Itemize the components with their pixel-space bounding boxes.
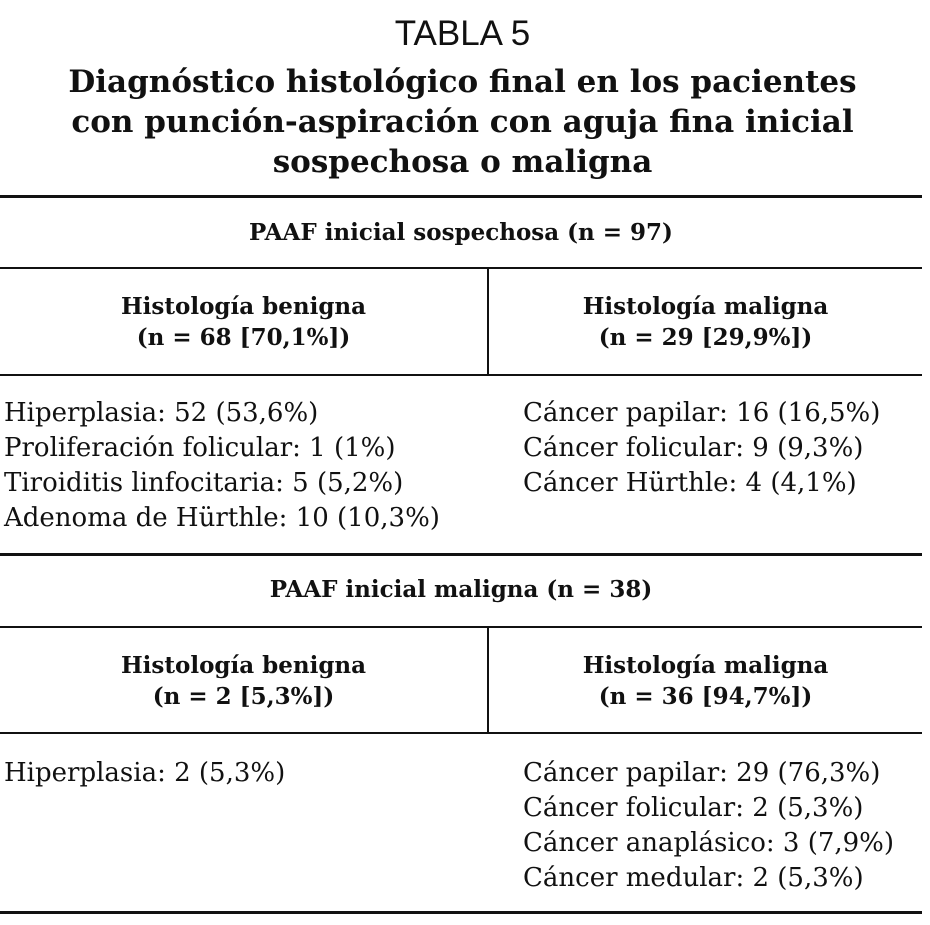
- list-item: Cáncer Hürthle: 4 (4,1%): [523, 468, 857, 498]
- list-item: Cáncer folicular: 2 (5,3%): [523, 793, 864, 823]
- benign-list: [4, 756, 285, 791]
- list-item: Tiroiditis linfocitaria: 5 (5,2%): [4, 468, 404, 498]
- col-header-line: (n = 29 [29,9%]): [598, 324, 813, 351]
- col-header-line: Histología maligna: [582, 293, 829, 320]
- col-header-benign: [0, 650, 487, 712]
- col-header-line: Histología benigna: [120, 652, 367, 679]
- col-header-line: (n = 68 [70,1%]): [136, 324, 351, 351]
- table-title-line: sospechosa o maligna: [272, 144, 653, 180]
- col-header-line: (n = 2 [5,3%]): [152, 683, 335, 710]
- table-title-line: con punción-aspiración con aguja fina inicial: [71, 104, 854, 140]
- col-header-line: Histología benigna: [120, 293, 367, 320]
- benign-list: [4, 396, 440, 536]
- col-header-malignant: [489, 291, 922, 353]
- col-header-line: (n = 36 [94,7%]): [598, 683, 813, 710]
- divider: [0, 553, 922, 556]
- divider: [0, 267, 922, 269]
- list-item: Cáncer folicular: 9 (9,3%): [523, 433, 864, 463]
- table-title-line: Diagnóstico histológico final en los pacientes: [68, 64, 857, 100]
- malignant-list: [523, 756, 894, 896]
- list-item: Adenoma de Hürthle: 10 (10,3%): [4, 503, 440, 533]
- col-header-malignant: [489, 650, 922, 712]
- top-rule: [0, 195, 922, 198]
- malignant-list: [523, 396, 880, 501]
- list-item: Cáncer papilar: 29 (76,3%): [523, 758, 881, 788]
- table-label: TABLA 5: [394, 14, 531, 53]
- divider: [0, 732, 922, 734]
- table-title: [0, 62, 925, 182]
- divider: [0, 374, 922, 376]
- list-item: Cáncer papilar: 16 (16,5%): [523, 398, 881, 428]
- group-header-malignant: PAAF inicial maligna (n = 38): [269, 576, 653, 603]
- col-header-line: Histología maligna: [582, 652, 829, 679]
- list-item: Proliferación folicular: 1 (1%): [4, 433, 396, 463]
- list-item: Cáncer medular: 2 (5,3%): [523, 863, 864, 893]
- bottom-rule: [0, 911, 922, 914]
- divider: [0, 626, 922, 628]
- col-header-benign: [0, 291, 487, 353]
- list-item: Hiperplasia: 52 (53,6%): [4, 398, 319, 428]
- group-header-suspicious: PAAF inicial sospechosa (n = 97): [249, 219, 673, 246]
- list-item: Cáncer anaplásico: 3 (7,9%): [523, 828, 895, 858]
- list-item: Hiperplasia: 2 (5,3%): [4, 758, 286, 788]
